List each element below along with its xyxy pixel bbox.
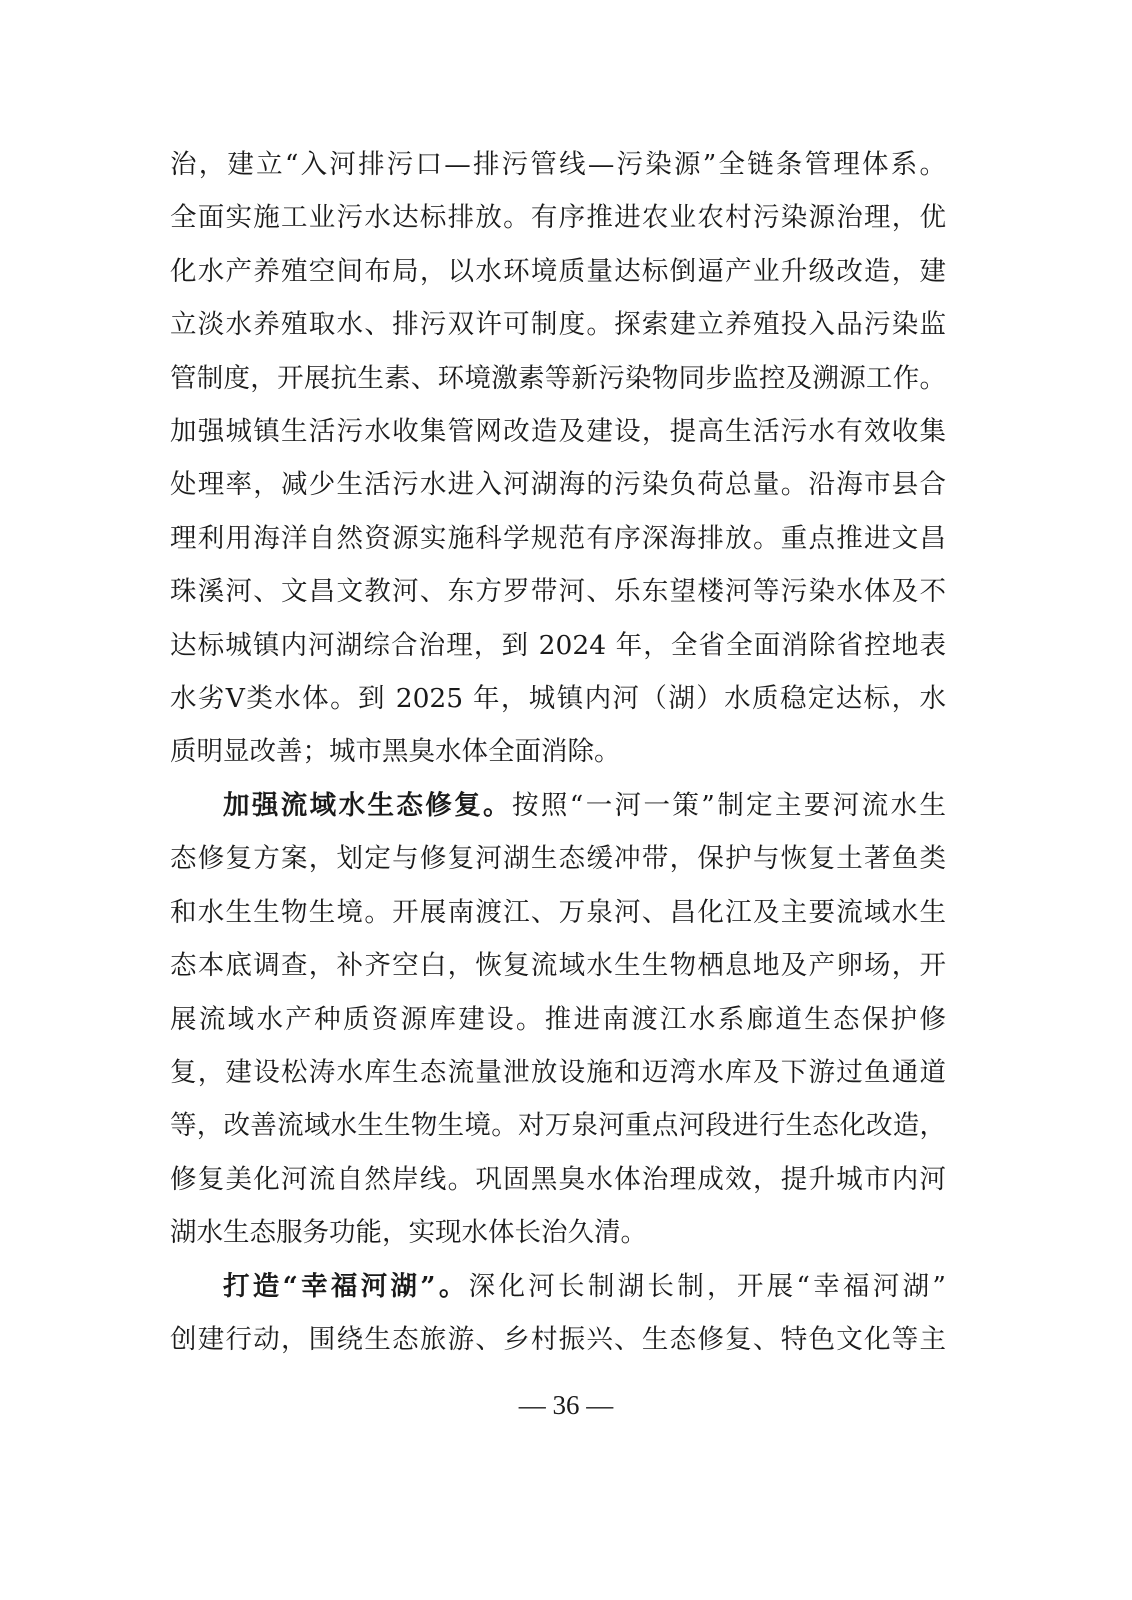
paragraph-happy-rivers: [170, 1260, 946, 1367]
text-line: 全面实施工业污水达标排放。有序推进农业农村污染源治理，优: [170, 202, 946, 234]
paragraph-heading: 打造“幸福河湖”。: [223, 1270, 469, 1302]
text-line: 理利用海洋自然资源实施科学规范有序深海排放。重点推进文昌: [170, 522, 946, 554]
paragraph-pollution-control: [170, 138, 946, 779]
paragraph-heading: 加强流域水生态修复。: [223, 789, 512, 821]
text-line: [170, 779, 946, 832]
text-line: 管制度，开展抗生素、环境激素等新污染物同步监控及溯源工作。: [170, 362, 946, 394]
text-line: 态修复方案，划定与修复河湖生态缓冲带，保护与恢复土著鱼类: [170, 843, 946, 875]
text-line: 湖水生态服务功能，实现水体长治久清。: [170, 1217, 647, 1249]
text-line: 化水产养殖空间布局，以水环境质量达标倒逼产业升级改造，建: [170, 255, 946, 287]
text-line: 等，改善流域水生生物生境。对万泉河重点河段进行生态化改造，: [170, 1110, 946, 1142]
page-number: — 36 —: [518, 1390, 614, 1420]
text-line: [170, 1260, 946, 1313]
text-line: 水劣Ⅴ类水体。到 2025 年，城镇内河（湖）水质稳定达标，水: [170, 683, 946, 715]
text-line: 治，建立“入河排污口—排污管线—污染源”全链条管理体系。: [170, 149, 946, 180]
text-run: 深化河长制湖长制，开展“幸福河湖”: [468, 1270, 946, 1302]
text-line: 立淡水养殖取水、排污双许可制度。探索建立养殖投入品污染监: [170, 309, 946, 341]
paragraph-ecological-restoration: [170, 779, 946, 1260]
text-line: 珠溪河、文昌文教河、东方罗带河、乐东望楼河等污染水体及不: [170, 576, 946, 608]
text-line: 质明显改善；城市黑臭水体全面消除。: [170, 736, 621, 768]
text-line: 复，建设松涛水库生态流量泄放设施和迈湾水库及下游过鱼通道: [170, 1056, 946, 1088]
text-line: 修复美化河流自然岸线。巩固黑臭水体治理成效，提升城市内河: [170, 1163, 946, 1195]
text-line: 达标城镇内河湖综合治理，到 2024 年，全省全面消除省控地表: [170, 629, 946, 661]
body-text: [170, 138, 946, 1366]
text-line: 和水生生物生境。开展南渡江、万泉河、昌化江及主要流域水生: [170, 896, 946, 928]
text-run: 按照“一河一策”制定主要河流水生: [511, 789, 946, 821]
text-line: 展流域水产种质资源库建设。推进南渡江水系廊道生态保护修: [170, 1003, 946, 1035]
text-line: 态本底调查，补齐空白，恢复流域水生生物栖息地及产卵场，开: [170, 950, 946, 982]
text-line: 加强城镇生活污水收集管网改造及建设，提高生活污水有效收集: [170, 416, 946, 448]
text-line: 处理率，减少生活污水进入河湖海的污染负荷总量。沿海市县合: [170, 469, 946, 501]
text-line: 创建行动，围绕生态旅游、乡村振兴、生态修复、特色文化等主: [170, 1323, 946, 1355]
